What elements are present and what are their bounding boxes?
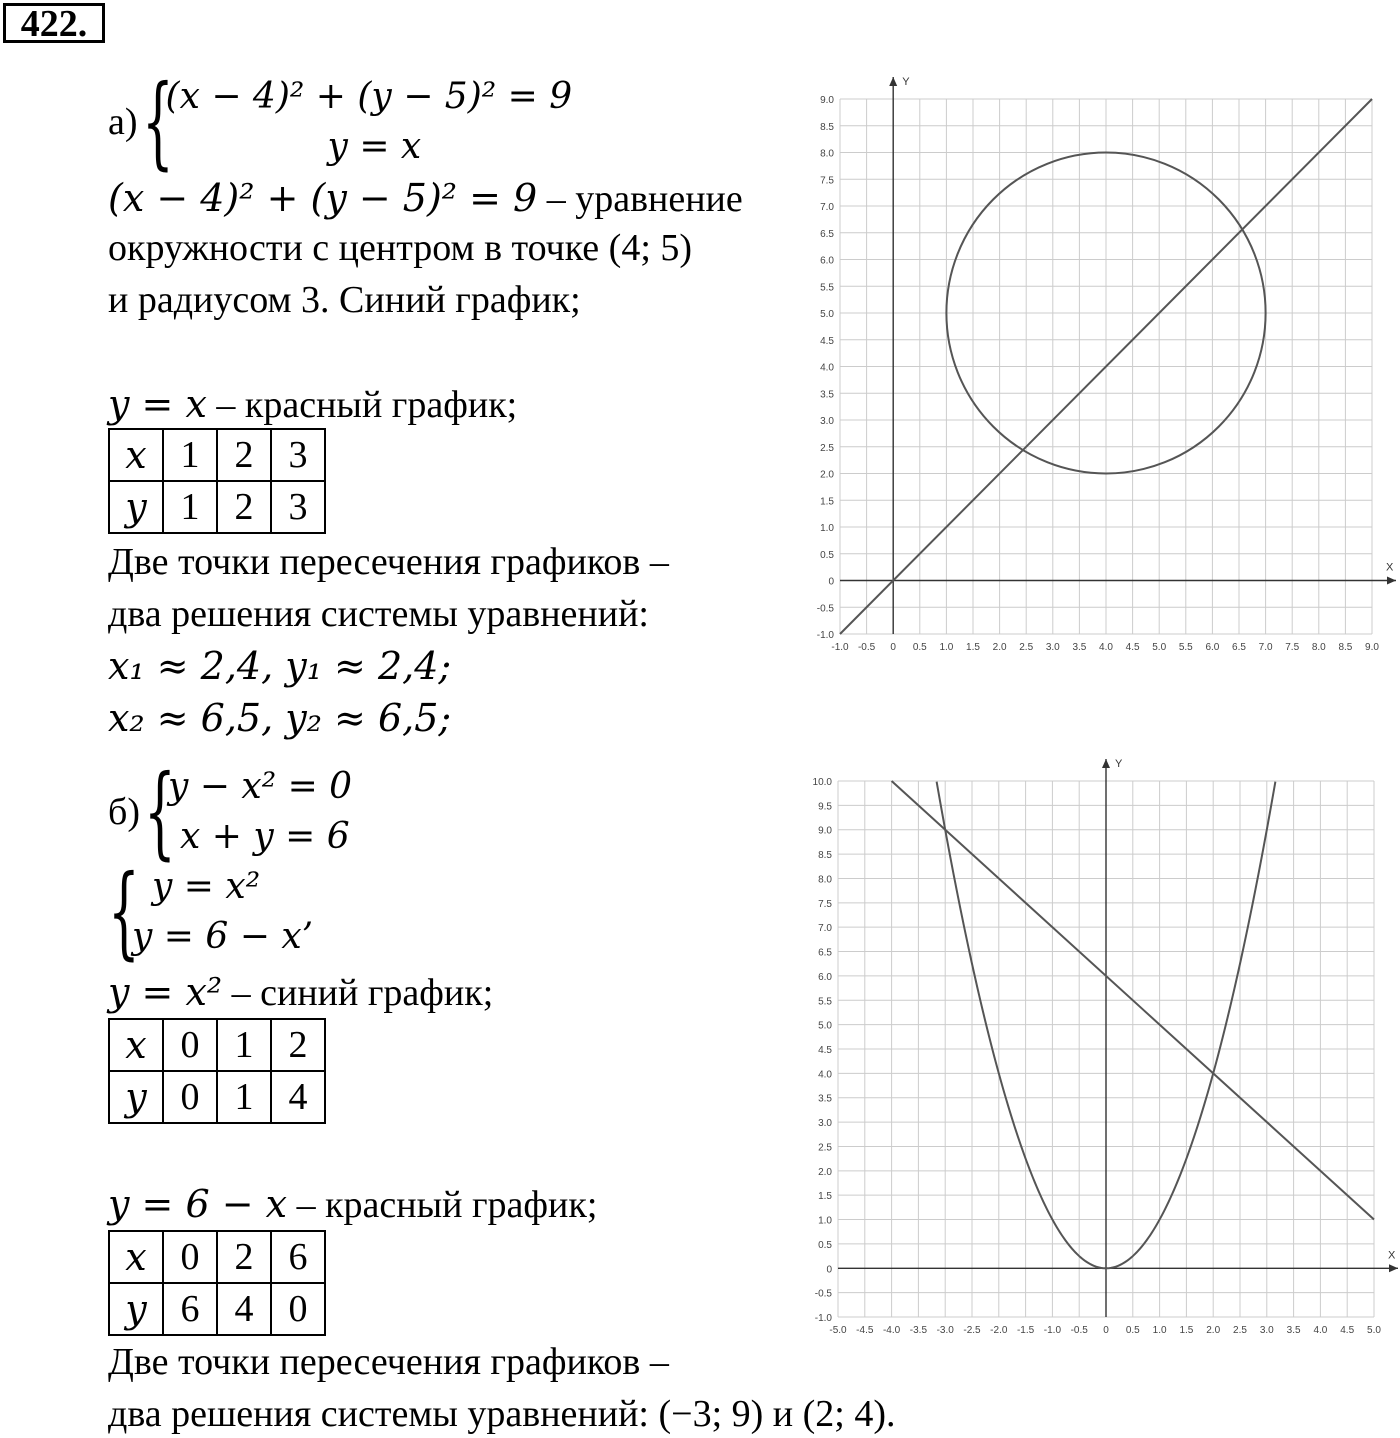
- table-cell: 0: [163, 1231, 217, 1283]
- chart-b-x-tick-label: -5.0: [829, 1325, 847, 1336]
- chart-a-x-tick-label: 7.5: [1285, 642, 1300, 653]
- chart-a-x-tick-label: 4.0: [1099, 642, 1113, 653]
- chart-b-y-tick-label: -1.0: [814, 1313, 832, 1324]
- circle-equation: (x − 4)² + (y − 5)² = 9: [108, 176, 538, 220]
- chart-b-x-tick-label: 1.5: [1179, 1325, 1194, 1336]
- chart-b-y-tick-label: 5.0: [818, 1020, 832, 1032]
- system-b2-eq1: y = x²: [152, 866, 261, 907]
- table-cell: y: [109, 1071, 163, 1123]
- chart-a-y-label: Y: [902, 76, 910, 88]
- chart-a-x-tick-label: 2.0: [992, 642, 1007, 653]
- chart-b-x-tick-label: -2.0: [990, 1325, 1008, 1336]
- chart-b-y-tick-label: 1.5: [818, 1191, 832, 1203]
- table-cell: 0: [271, 1283, 325, 1335]
- chart-b-y-tick-label: 1.0: [818, 1215, 832, 1227]
- chart-b-x-tick-label: 4.5: [1340, 1325, 1355, 1336]
- chart-b-y-tick-label: 6.5: [818, 947, 832, 959]
- chart-a-x-tick-label: 0.5: [912, 642, 927, 653]
- chart-b-y-tick-label: 4.5: [818, 1045, 832, 1056]
- table-cell: x: [109, 1231, 163, 1283]
- chart-b-y-tick-label: 5.5: [818, 996, 832, 1008]
- chart-a-y-tick-label: 6.5: [820, 228, 834, 240]
- line-a-caption: [108, 382, 517, 427]
- chart-a-x-tick-label: 5.5: [1178, 642, 1193, 653]
- chart-b-x-tick-label: -4.5: [856, 1325, 874, 1336]
- table-b1: [108, 1018, 326, 1124]
- chart-a-series-circle: [946, 153, 1265, 474]
- chart-a-x-tick-label: 3.0: [1045, 642, 1060, 653]
- chart-a-x-arrow: [1387, 577, 1396, 585]
- table-row: [109, 429, 325, 481]
- parabola-desc: – синий график;: [222, 972, 494, 1014]
- table-cell: 4: [217, 1283, 271, 1335]
- chart-b-y-tick-label: 9.0: [818, 825, 832, 837]
- chart-b-x-tick-label: -2.5: [963, 1325, 981, 1336]
- line-b-caption: [108, 1182, 597, 1227]
- chart-b-x-tick-label: 3.5: [1286, 1325, 1301, 1336]
- table-row: [109, 1071, 325, 1123]
- chart-b-y-tick-label: 8.5: [818, 850, 832, 862]
- chart-a-y-tick-label: 2.0: [820, 469, 834, 481]
- table-cell: x: [109, 429, 163, 481]
- chart-a-x-tick-label: 4.5: [1125, 642, 1140, 653]
- table-cell: 0: [163, 1019, 217, 1071]
- brace-b: {: [144, 753, 176, 870]
- chart-b-y-tick-label: 9.5: [818, 801, 832, 813]
- chart-b-y-tick-label: 0: [826, 1264, 832, 1276]
- circle-equation-line: [108, 176, 743, 221]
- table-cell: 1: [217, 1019, 271, 1071]
- system-b-eq2: x + y = 6: [180, 816, 350, 857]
- chart-a-y-tick-label: 7.5: [820, 175, 834, 187]
- chart-b-y-arrow: [1102, 759, 1110, 768]
- chart-a-y-tick-label: -1.0: [816, 630, 834, 641]
- line-a-desc: – красный график;: [206, 384, 518, 426]
- part-a-label: а): [108, 101, 138, 143]
- table-cell: 3: [271, 481, 325, 533]
- chart-b-x-tick-label: 0.5: [1125, 1325, 1140, 1336]
- chart-a-series-line: [840, 99, 1372, 634]
- table-cell: 0: [163, 1071, 217, 1123]
- chart-a-x-tick-label: 1.0: [939, 642, 954, 653]
- chart-a-x-tick-label: 3.5: [1072, 642, 1087, 653]
- chart-b-y-tick-label: 2.5: [818, 1142, 832, 1154]
- chart-a-y-tick-label: 0: [828, 576, 834, 588]
- table-cell: 2: [217, 1231, 271, 1283]
- table-cell: 1: [217, 1071, 271, 1123]
- system-b2: [108, 853, 314, 970]
- chart-a-x-tick-label: 5.0: [1152, 642, 1167, 653]
- chart-a-y-tick-label: 4.0: [820, 362, 834, 374]
- chart-a-x-tick-label: -1.0: [831, 642, 849, 653]
- chart-a-x-label: X: [1386, 561, 1394, 574]
- table-cell: y: [109, 481, 163, 533]
- system-a-eq2: y = x: [327, 126, 422, 167]
- chart-a-y-tick-label: 6.0: [820, 255, 834, 267]
- chart-b-x-tick-label: -1.5: [1016, 1325, 1035, 1336]
- chart-b-x-tick-label: 4.0: [1313, 1325, 1328, 1336]
- chart-b-y-label: Y: [1115, 758, 1123, 770]
- chart-b-series-line: [892, 781, 1374, 1220]
- conclusion-a-2: два решения системы уравнений:: [108, 593, 649, 635]
- chart-b-x-tick-label: -1.0: [1043, 1325, 1062, 1336]
- chart-b-y-tick-label: 6.0: [818, 971, 832, 983]
- chart-b-y-tick-label: 3.5: [818, 1093, 832, 1105]
- chart-a-y-tick-label: 5.5: [820, 282, 834, 294]
- solution-a-2: x₂ ≈ 6,5, y₂ ≈ 6,5;: [108, 696, 452, 740]
- chart-a-y-arrow: [889, 77, 897, 86]
- conclusion-b-2: два решения системы уравнений: (−3; 9) и (2; 4).: [108, 1393, 896, 1435]
- chart-a-y-tick-label: 3.5: [820, 389, 834, 401]
- chart-b-y-tick-label: 8.0: [818, 874, 832, 886]
- chart-b-x-tick-label: 2.5: [1233, 1325, 1247, 1336]
- table-row: [109, 1019, 325, 1071]
- chart-a-x-tick-label: 8.5: [1338, 642, 1353, 653]
- table-row: [109, 481, 325, 533]
- system-b-eq1: y − x² = 0: [168, 766, 353, 807]
- table-cell: 1: [163, 429, 217, 481]
- table-cell: 1: [163, 481, 217, 533]
- chart-b-y-tick-label: 7.0: [818, 923, 832, 935]
- circle-desc-2: окружности с центром в точке (4; 5): [108, 227, 693, 269]
- line-b-equation: y = 6 − x: [108, 1182, 288, 1226]
- chart-a-x-tick-label: 8.0: [1311, 642, 1326, 653]
- table-row: [109, 1283, 325, 1335]
- circle-desc-3: и радиусом 3. Синий график;: [108, 279, 581, 321]
- chart-a-y-tick-label: 8.0: [820, 148, 834, 160]
- system-a: [108, 63, 573, 180]
- parabola-equation: y = x²: [108, 970, 223, 1014]
- table-cell: 2: [217, 429, 271, 481]
- problem-number: 422.: [3, 3, 105, 43]
- table-b2: [108, 1230, 326, 1336]
- table-cell: 2: [271, 1019, 325, 1071]
- chart-b-x-tick-label: 3.0: [1259, 1325, 1274, 1336]
- chart-a-y-tick-label: 7.0: [820, 202, 834, 213]
- chart-a-x-tick-label: 6.5: [1232, 642, 1246, 653]
- system-b: [108, 753, 353, 870]
- chart-b-series-parabola: [937, 782, 1276, 1269]
- chart-b-y-tick-label: 7.5: [818, 898, 832, 910]
- table-cell: 6: [271, 1231, 325, 1283]
- chart-a-y-tick-label: 1.5: [820, 496, 834, 508]
- chart-b-y-tick-label: 3.0: [818, 1118, 832, 1130]
- chart-b-y-tick-label: 2.0: [818, 1166, 832, 1178]
- table-a: [108, 428, 326, 534]
- chart-b-x-tick-label: 1.0: [1152, 1325, 1167, 1336]
- line-a-equation: y = x: [108, 382, 207, 426]
- chart-a-x-tick-label: 9.0: [1365, 642, 1379, 653]
- chart-a-x-tick-label: -0.5: [857, 642, 876, 653]
- brace-a: {: [141, 63, 174, 180]
- chart-b-y-tick-label: 0.5: [818, 1239, 832, 1251]
- chart-b-x-tick-label: 5.0: [1367, 1325, 1381, 1336]
- table-cell: 3: [271, 429, 325, 481]
- system-b2-eq2: y = 6 − x’: [132, 916, 314, 957]
- table-cell: 2: [217, 481, 271, 533]
- chart-b-x-tick-label: -4.0: [882, 1325, 901, 1336]
- table-cell: 6: [163, 1283, 217, 1335]
- circle-desc-1: – уравнение: [537, 178, 743, 220]
- chart-b-x-tick-label: -0.5: [1070, 1325, 1088, 1336]
- chart-a-y-tick-label: 3.0: [820, 416, 834, 427]
- chart-a-y-tick-label: 4.5: [820, 335, 834, 347]
- line-b-desc: – красный график;: [287, 1184, 598, 1226]
- chart-b-y-tick-label: 4.0: [818, 1069, 832, 1081]
- solution-a-1: x₁ ≈ 2,4, y₁ ≈ 2,4;: [108, 644, 452, 688]
- chart-b-x-arrow: [1389, 1264, 1398, 1272]
- brace-b2: {: [108, 853, 140, 970]
- chart-a-x-tick-label: 1.5: [966, 642, 980, 653]
- table-cell: x: [109, 1019, 163, 1071]
- chart-b-x-tick-label: 0: [1103, 1325, 1109, 1336]
- chart-b-x-tick-label: -3.0: [936, 1325, 954, 1336]
- chart-b-y-tick-label: -0.5: [814, 1288, 832, 1300]
- chart-a-y-tick-label: -0.5: [816, 603, 834, 615]
- table-cell: 4: [271, 1071, 325, 1123]
- chart-a-y-tick-label: 1.0: [820, 523, 834, 534]
- system-a-eq1: (x − 4)² + (y − 5)² = 9: [165, 76, 573, 117]
- chart-a-y-tick-label: 8.5: [820, 121, 834, 133]
- chart-a-y-tick-label: 5.0: [820, 309, 834, 320]
- chart-a-x-tick-label: 6.0: [1205, 642, 1220, 653]
- conclusion-a-1: Две точки пересечения графиков –: [108, 541, 669, 583]
- chart-a-y-tick-label: 0.5: [820, 549, 834, 561]
- chart-b-y-tick-label: 10.0: [812, 777, 832, 788]
- chart-a-x-tick-label: 2.5: [1019, 642, 1034, 653]
- parabola-caption: [108, 970, 493, 1015]
- conclusion-b-1: Две точки пересечения графиков –: [108, 1341, 669, 1383]
- chart-a-y-tick-label: 9.0: [820, 95, 834, 106]
- chart-b-x-tick-label: -3.5: [909, 1325, 928, 1336]
- part-b-label: б): [108, 791, 140, 833]
- chart-b-x-tick-label: 2.0: [1206, 1325, 1221, 1336]
- chart-a-x-tick-label: 0: [890, 642, 896, 653]
- chart-a-x-tick-label: 7.0: [1258, 642, 1273, 653]
- chart-b-x-label: X: [1388, 1249, 1396, 1262]
- table-cell: y: [109, 1283, 163, 1335]
- chart-a-y-tick-label: 2.5: [820, 442, 834, 454]
- table-row: [109, 1231, 325, 1283]
